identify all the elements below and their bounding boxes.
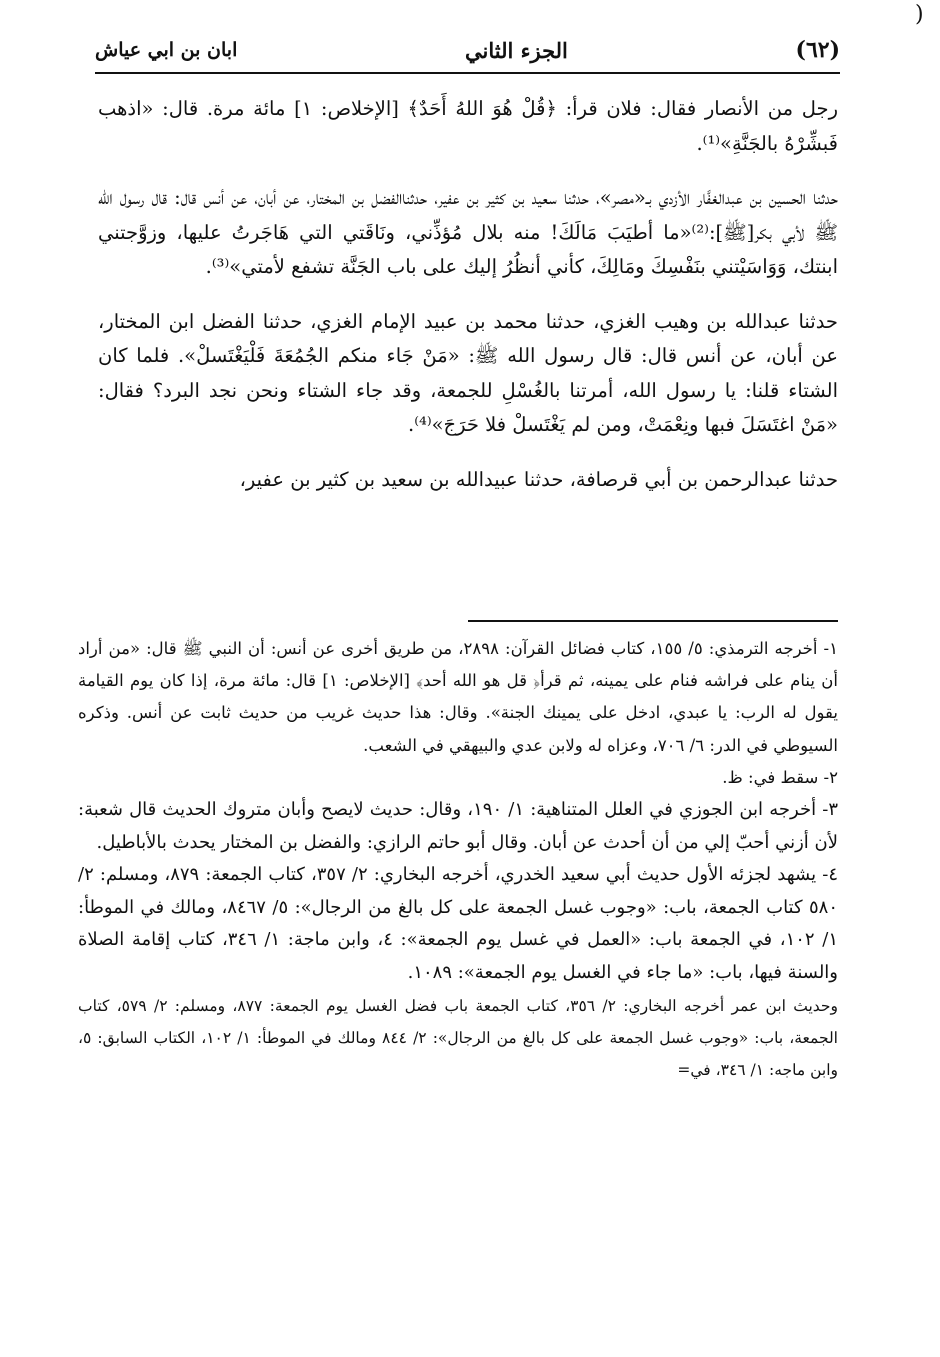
paragraph: حدثنا عبدالرحمن بن أبي قرصافة، حدثنا عبيدالله بن سعيد بن كثير بن عفير، [239, 467, 838, 491]
running-header [95, 28, 840, 74]
footnote-separator [468, 620, 838, 622]
footnote-continuation: وحديث ابن عمر أخرجه البخاري: ٢/ ٣٥٦، كتاب الجمعة باب فضل الغسل يوم الجمعة: ٨٧٧، ومسلم: ٢/ ٥٧٩، كتاب الجمعة، باب: «وجوب غسل الجمعة على كل بالغ من الرجال»: ٢/ ٨٤٤ ومالك في الموطأ: ١/ ١٠٢، الكتاب السابق: ٥، وابن ماجه: ١/ ٣٤٦، في= [78, 996, 838, 1079]
part-title: الجزء الثاني [465, 37, 568, 63]
footnote: ٢- سقط في: ظ. [722, 767, 838, 787]
footnote: ١- أخرجه الترمذي: ٥/ ١٥٥، كتاب فضائل القرآن: ٢٨٩٨، من طريق أخرى عن أنس: أن النبي ﷺ قال: «من أراد أن ينام على فراشه فنام على يمينه، ثم قرأ﴿ قل هو الله أحد﴾ [الإخلاص: ١] قال: مائة مرة، إذا كان يوم القيامة يقول له الرب: يا عبدي، ادخل على يمينك الجنة». وقال: هذا حديث غريب من حديث ثابت عن أنس. وذكره السيوطي في الدر: ٦/ ٧٠٦، وعزاه له ولابن عدي والبيهقي في الشعب. [78, 639, 839, 755]
paragraph: حدثنا عبدالله بن وهيب الغزي، حدثنا محمد بن عبيد الإمام الغزي، حدثنا الفضل ابن المختار، عن أبان، عن أنس قال: قال رسول الله ﷺ: «مَنْ جَاء منكم الجُمُعَةَ فَلْيَغْتَسلْ». فلما كان الشتاء قلنا: يا رسول الله، أمرتنا بالغُسْلِ للجمعة، وقد جاء الشتاء ونحن نجد البرد؟ فقال: «مَنْ اغتَسَلَ فبها ونِعْمَتْ، ومن لم يَغْتَسلْ فلا حَرَجَ»⁽⁴⁾. [98, 309, 838, 436]
book-title: ابان بن ابي عياش [95, 39, 238, 61]
corner-mark: ( [915, 2, 924, 27]
page-number: (٦٢) [795, 37, 840, 63]
paragraph: رجل من الأنصار فقال: فلان قرأ: ﴿قُلْ هُوَ اللهُ أَحَدٌ﴾ [الإخلاص: ١] مائة مرة. قال: «اذهب فَبشِّرْهُ بالجَنَّةِ»⁽¹⁾. [98, 97, 838, 155]
paragraph: حدثنا الحسين بن عبدالغفَّار الأزدي بـ«مصر»، حدثنا سعيد بن كثير بن عفير، حدثناالفضل بن المختار، عن أبان، عن أنس قال: قال رسول الله ﷺ لأبي بكر[ﷺ]:⁽²⁾«ما أطيَبَ مَالَكَ! منه بلال مُؤذِّني، ونَاقَتي التي هَاجَرتُ عليها، وزوَّجتني ابنتك، وَوَاسَيْتني بنَفْسِكَ ومَالِكَ، كأني أنظُرُ إليك على باب الجَنَّة تشفع لأمتي»⁽³⁾. [98, 186, 839, 278]
footnote: ٤- يشهد لجزئه الأول حديث أبي سعيد الخدري، أخرجه البخاري: ٢/ ٣٥٧، كتاب الجمعة: ٨٧٩، ومسلم: ٢/ ٥٨٠ كتاب الجمعة، باب: «وجوب غسل الجمعة على كل بالغ من الرجال»: ٥/ ٨٤٦٧، ومالك في الموطأ: ١/ ١٠٢، في الجمعة باب: «العمل في غسل يوم الجمعة»: ٤، وابن ماجة: ١/ ٣٤٦، كتاب إقامة الصلاة والسنة فيها، باب: «ما جاء في الغسل يوم الجمعة»: ١٠٨٩. [78, 864, 839, 983]
footnotes [78, 633, 838, 1086]
main-text [98, 92, 838, 497]
footnote: ٣- أخرجه ابن الجوزي في العلل المتناهية: ١/ ١٩٠، وقال: حديث لايصح وأبان متروك الحديث قال شعبة: لأن أزني أحبّ إلي من أن أحدث عن أبان. وقال أبو حاتم الرازي: والفضل بن المختار يحدث بالأباطيل. [78, 799, 838, 853]
